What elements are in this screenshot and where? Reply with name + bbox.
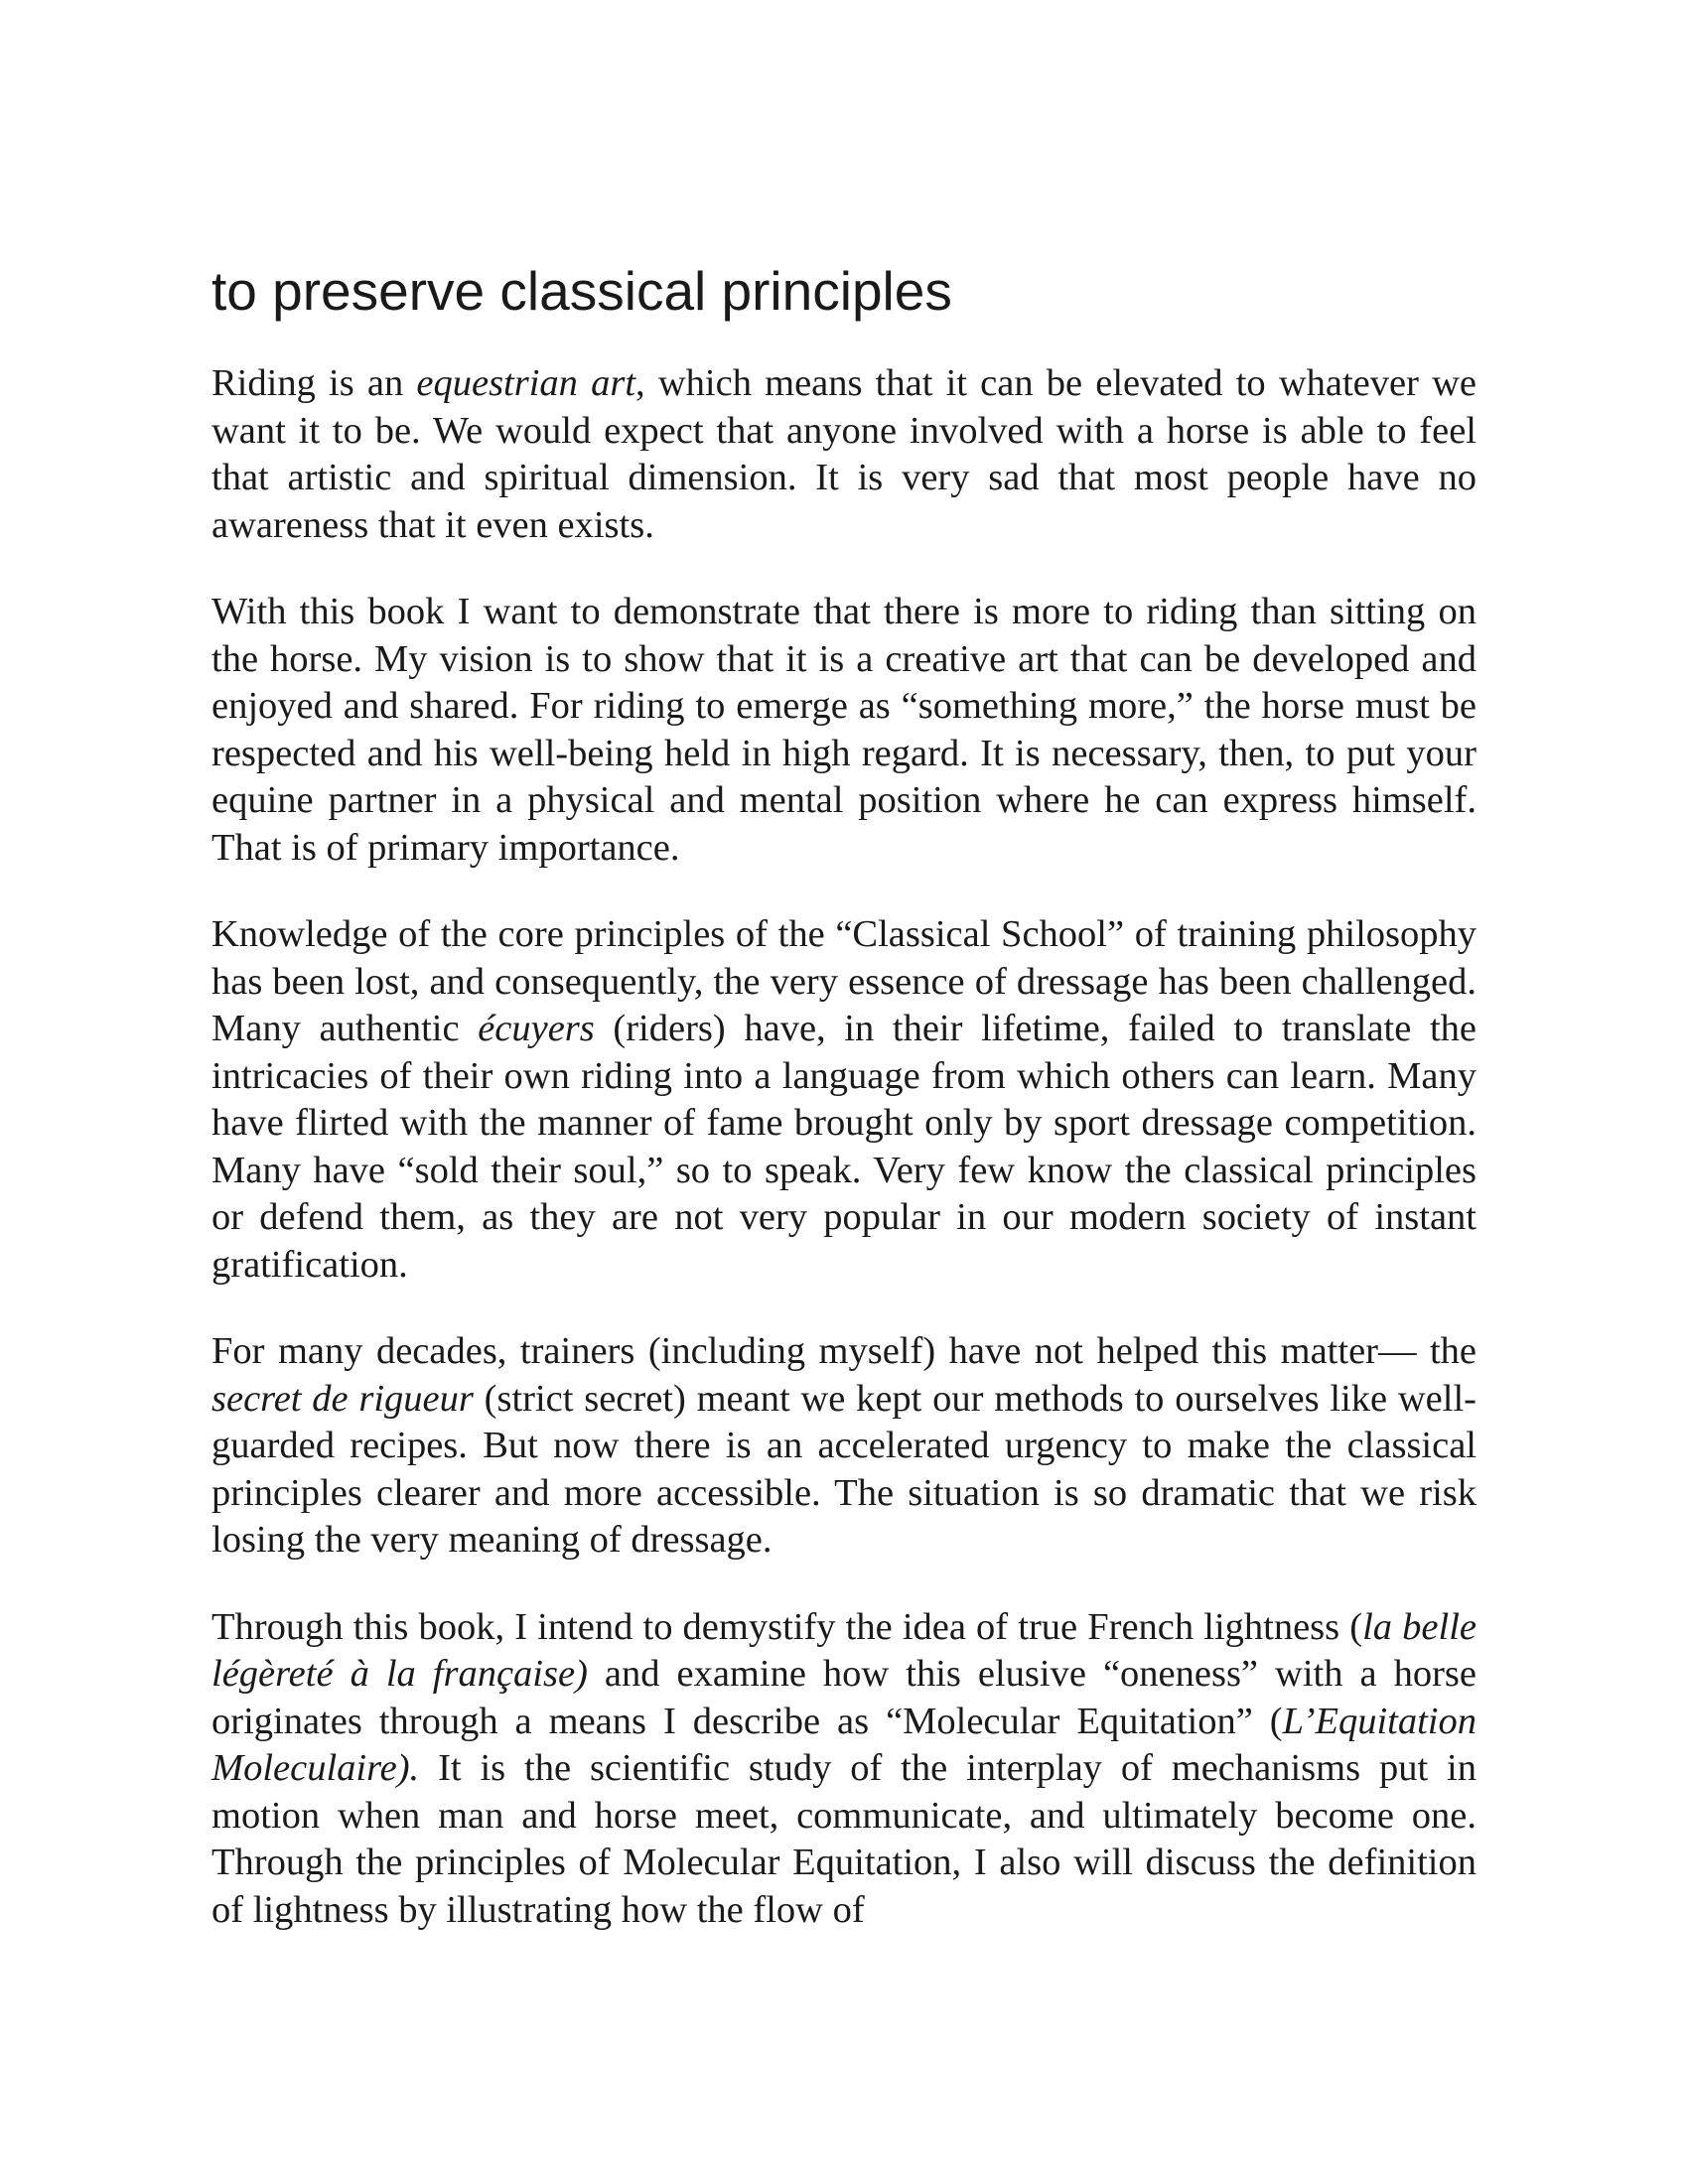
text-run: (riders) have, in their lifetime, failed to translate the intricacies of their own riding into a language from which others can learn. Many have flirted with the manner of fame brought only by sport dressage competition. Many have “sold their soul,” so to speak. Very few know the classical principles or defend them, as they are not very popular in our modern society of instant gratification. [211,1008,1477,1286]
text-run: With this book I want to demonstrate that there is more to riding than sitting on the horse. My vision is to show that it is a creative art that can be developed and enjoyed and shared. For riding to emerge as “something more,” the horse must be respected and his well-being held in high regard. It is necessary, then, to put your equine partner in a physical and mental position where he can express himself. That is of primary importance. [211,591,1477,869]
text-run: For many decades, trainers (including myself) have not helped this matter— the [211,1330,1477,1372]
italic-phrase: écuyers [478,1008,595,1049]
text-run: Riding is an [211,362,417,404]
body-paragraph [211,360,1477,549]
italic-phrase: secret de rigueur [211,1377,474,1420]
text-run: Through this book, I intend to demystify the idea of true French lightness ( [211,1605,1363,1648]
body-paragraph [211,1328,1477,1565]
text-run: Knowledge of the core principles of the “Classical School” of training philosophy has been lost, and consequently, the very essence of dressage has been challenged. Many authentic [211,913,1477,1049]
body-paragraph [211,589,1477,872]
text-run: (strict secret) meant we kept our methods to ourselves like well-guarded recipes. But now there is an accelerated urgency to make the classical principles clearer and more accessible. The situation is so dramatic that we risk losing the very meaning of dressage. [211,1377,1477,1561]
text-run: , which means that it can be elevated to whatever we want it to be. We would expect that anyone involved with a horse is able to feel that artistic and spiritual dimension. It is very sad that most people have no awareness that it even exists. [211,362,1477,546]
body-paragraph [211,1604,1477,1935]
body-text [211,360,1477,1934]
italic-phrase: la belle légèreté à la française) [211,1605,1477,1695]
body-paragraph [211,911,1477,1289]
document-page [211,0,1477,2184]
italic-phrase: L’Equitation Moleculaire). [211,1700,1477,1789]
text-run: and examine how this elusive “oneness” with a horse originates through a means I describe as “Molecular Equitation” ( [211,1653,1477,1742]
text-run: It is the scientific study of the interplay of mechanisms put in motion when man and horse meet, communicate, and ultimately become one. Through the principles of Molecular Equitation, I also will discuss the definition of lightness by illustrating how the flow of [211,1747,1477,1931]
section-heading: to preserve classical principles [211,260,952,322]
italic-phrase: equestrian art [416,362,636,404]
